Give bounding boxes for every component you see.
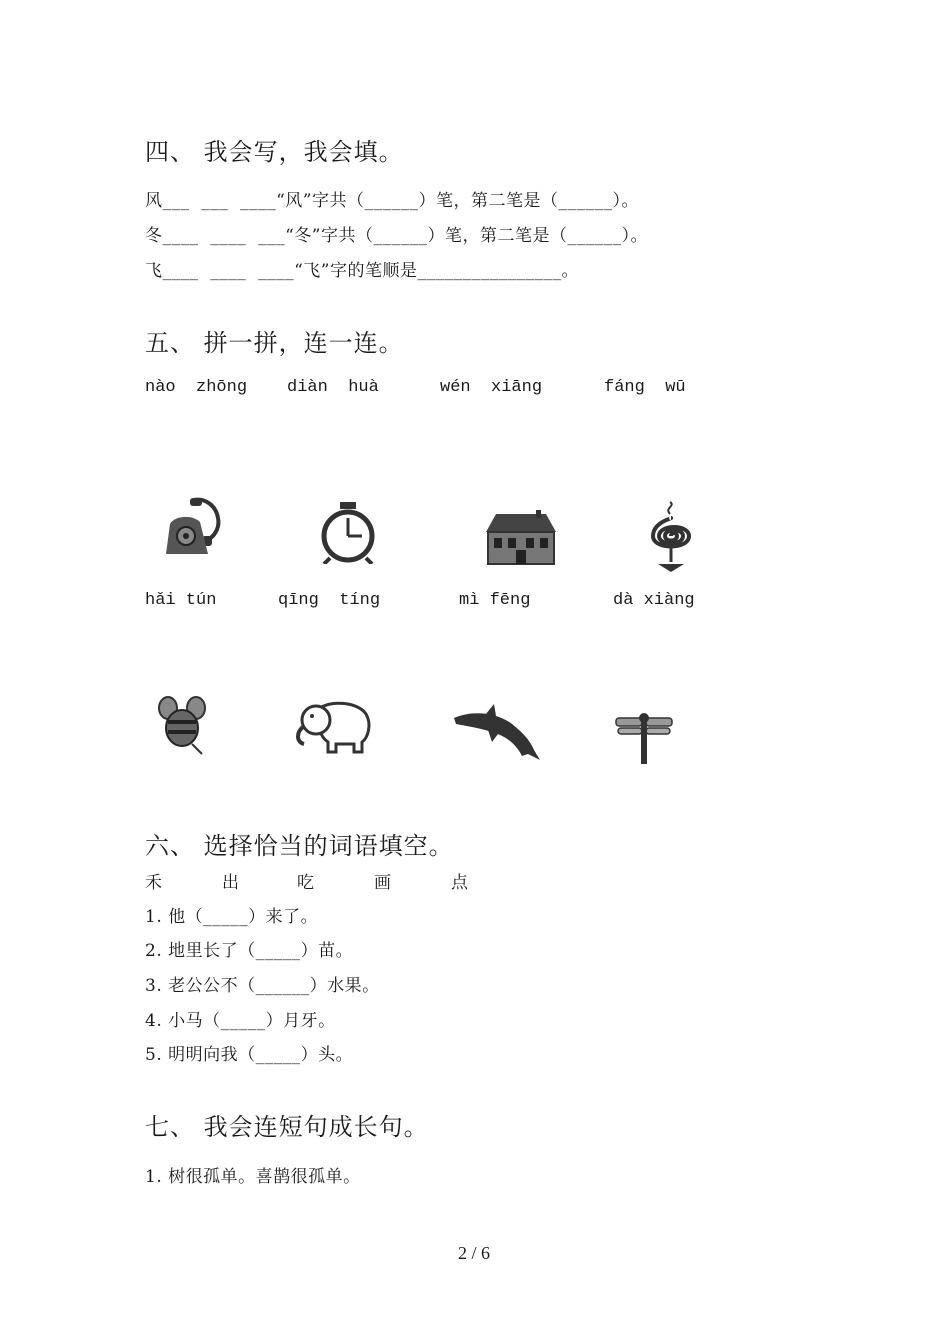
pinyin-mifeng: mì fēng [459, 591, 531, 610]
choice-word-4: 画 [374, 873, 392, 893]
dolphin-icon [452, 704, 542, 764]
pinyin-haitun: hǎi tún [145, 591, 217, 610]
elephant-icon [292, 698, 374, 754]
choice-word-3: 吃 [297, 873, 315, 893]
section-5-title: 五、 拼一拼，连一连。 [145, 329, 404, 357]
section-4-title: 四、 我会写，我会填。 [145, 138, 404, 166]
section-4-line-3: 飞____ ____ ____“飞”字的笔顺是________________。 [145, 261, 579, 281]
fill-item-1: 1. 他（_____）来了。 [145, 907, 319, 927]
choice-word-2: 出 [222, 873, 240, 893]
bee-icon [152, 694, 214, 756]
telephone-icon [160, 496, 224, 560]
section-7-title: 七、 我会连短句成长句。 [145, 1113, 429, 1141]
page-number: 2 / 6 [458, 1243, 491, 1263]
pinyin-wenxiang: wén xiāng [440, 378, 543, 397]
fill-item-5: 5. 明明向我（_____）头。 [145, 1045, 354, 1065]
dragonfly-icon [612, 708, 676, 766]
section-4-line-2: 冬____ ____ ___“冬”字共（______）笔，第二笔是（______）。 [145, 226, 648, 246]
fill-item-3: 3. 老公公不（______）水果。 [145, 976, 380, 996]
pinyin-qingting: qīng tíng [278, 591, 381, 610]
pinyin-daxiang: dà xiàng [613, 591, 695, 610]
pinyin-fangwu: fáng wū [604, 378, 686, 397]
section-4-line-1: 风___ ___ ____“风”字共（______）笔，第二笔是（______）。 [145, 191, 639, 211]
pinyin-dianhua: diàn huà [287, 378, 379, 397]
choice-word-1: 禾 [145, 873, 163, 893]
fill-item-4: 4. 小马（_____）月牙。 [145, 1011, 336, 1031]
fill-item-2: 2. 地里长了（_____）苗。 [145, 941, 354, 961]
clock-icon [318, 500, 378, 564]
sentence-item-1: 1. 树很孤单。喜鹊很孤单。 [145, 1167, 361, 1187]
section-6-title: 六、 选择恰当的词语填空。 [145, 832, 454, 860]
choice-word-5: 点 [451, 873, 469, 893]
house-icon [484, 510, 558, 566]
pinyin-naozhong: nào zhōng [145, 378, 248, 397]
mosquito-coil-icon [648, 500, 694, 574]
